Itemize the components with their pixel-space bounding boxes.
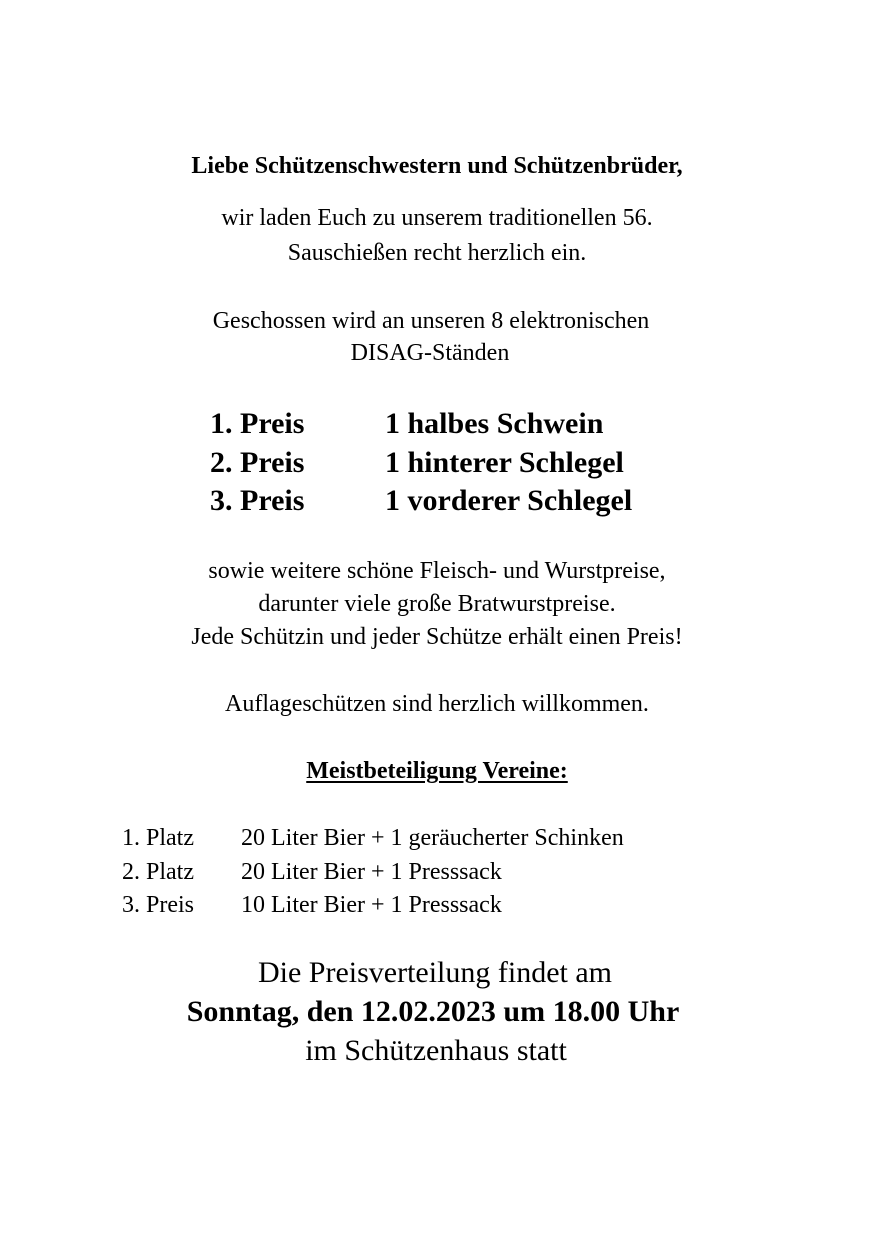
ceremony-date: Sonntag, den 12.02.2023 um 18.00 Uhr: [186, 995, 680, 1028]
club-rank: 2. Platz: [122, 859, 194, 885]
club-rank: 1. Platz: [122, 825, 194, 851]
ceremony-line-1: Die Preisverteilung findet am: [257, 956, 613, 989]
invitation-line-1: wir laden Euch zu unserem traditionellen 56.: [221, 205, 653, 231]
club-prize: 10 Liter Bier + 1 Presssack: [241, 892, 502, 918]
ceremony-line-3: im Schützenhaus statt: [305, 1034, 567, 1067]
prize-value: 1 halbes Schwein: [385, 407, 604, 440]
club-section-heading-text: Meistbeteiligung Vereine:: [306, 758, 568, 784]
invitation-line-2: Sauschießen recht herzlich ein.: [287, 240, 587, 266]
venue-line-2: DISAG-Ständen: [350, 340, 510, 366]
prize-value: 1 hinterer Schlegel: [385, 446, 624, 479]
prize-rank: 1. Preis: [210, 407, 305, 440]
extras-line-3: Jede Schützin und jeder Schütze erhält einen Preis!: [191, 624, 683, 650]
extras-line-2: darunter viele große Bratwurstpreise.: [258, 591, 616, 617]
greeting: Liebe Schützenschwestern und Schützenbrüder,: [191, 153, 683, 179]
club-prize: 20 Liter Bier + 1 Presssack: [241, 859, 502, 885]
welcome-text: Auflageschützen sind herzlich willkommen.: [225, 691, 649, 717]
club-prize: 20 Liter Bier + 1 geräucherter Schinken: [241, 825, 624, 851]
venue-line-1: Geschossen wird an unseren 8 elektronischen: [212, 308, 650, 334]
club-section-heading: [0, 758, 874, 785]
extras-line-1: sowie weitere schöne Fleisch- und Wurstpreise,: [208, 558, 666, 584]
club-rank: 3. Preis: [122, 892, 194, 918]
prize-value: 1 vorderer Schlegel: [385, 484, 633, 517]
prize-rank: 3. Preis: [210, 484, 305, 517]
prize-rank: 2. Preis: [210, 446, 305, 479]
